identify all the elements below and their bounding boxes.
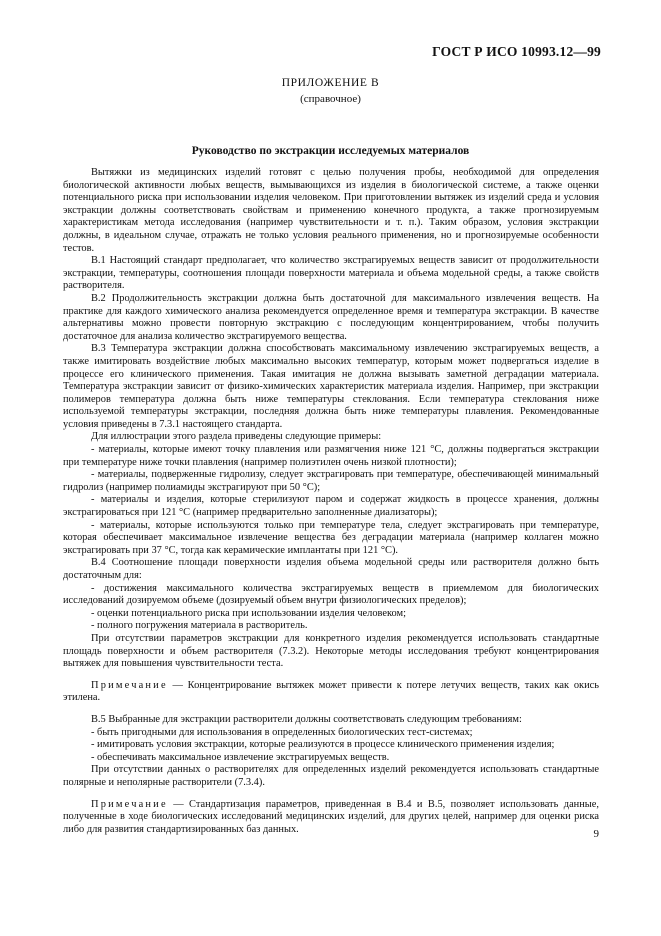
list-item: - материалы и изделия, которые стерилизуют паром и содержат жидкость в процессе хранения, должны экстрагироваться при 121 °С (например предварительно заполненные диализаторы); [63, 494, 599, 519]
paragraph-b3: В.3 Температура экстракции должна способствовать максимальному извлечению экстрагируемых веществ, а также имитировать воздействие любых максимально высоких температур, которым может подвергаться изделие в процессе его клинического применения. Такая имитация не должна вызывать заметной деградации материала. Температура экстракции зависит от физико-химических характеристик материала изделия. Например, при экстракции полимеров температура должна быть ниже температуры стеклования. Если температура стеклования ниже используемой температуры экстракции, последняя должна быть ниже температуры плавления. Рекомендованные условия приведены в 7.3.1 настоящего стандарта. [63, 343, 599, 430]
body-text [63, 167, 599, 845]
paragraph-intro: Вытяжки из медицинских изделий готовят с целью получения пробы, необходимой для определения биологической активности любых веществ, вымывающихся из изделия в биологической системе, а также оценки потенциального риска при использовании изделия человеком. При приготовлении вытяжек из изделий среда и условия экстракции должны соответствовать свойствам и применению конечного продукта, а также прогнозируемым характеристикам метода исследования (например чувствительности и т. п.). Таким образом, условия экстракции должны, в идеальном случае, отражать не только условия реального применения, но и прогнозируемые особенности тестов. [63, 167, 599, 254]
paragraph-b5: В.5 Выбранные для экстракции растворители должны соответствовать следующим требованиям: [91, 713, 522, 725]
list-item: - материалы, которые имеют точку плавления или размягчения ниже 121 °С, должны подвергаться экстракции при температуре ниже точки плавления (например полиэтилен очень низкой плотности); [63, 444, 599, 468]
paragraph-b5-default: При отсутствии данных о растворителях для определенных изделий рекомендуется использовать стандартные полярные и неполярные растворители (7.3.4). [63, 764, 599, 788]
list-item: - оценки потенциального риска при использовании изделия человеком; [91, 607, 406, 619]
paragraph-examples-intro: Для иллюстрации этого раздела приведены следующие примеры: [91, 431, 382, 443]
appendix-subtitle: (справочное) [300, 93, 361, 105]
standard-header: ГОСТ Р ИСО 10993.12—99 [432, 44, 601, 59]
note-2 [63, 799, 599, 837]
note-label: Примечание [91, 798, 168, 810]
note-1 [63, 680, 599, 705]
note-text: — Стандартизация параметров, приведенная в В.4 и В.5, позволяет использовать данные, полученные в ходе биологических исследований медицинских изделий, для других целей, например для оценки риска либо для развития стандартизированных баз данных. [63, 798, 599, 835]
list-item: - имитировать условия экстракции, которые реализуются в процессе клинического применения изделия; [91, 739, 555, 751]
list-item: - материалы, подверженные гидролизу, следует экстрагировать при температуре, обеспечивающей минимальный гидролиз (например полиамиды экстрагируют при 50 °С); [63, 469, 599, 493]
list-item: - полного погружения материала в растворитель. [91, 620, 308, 632]
paragraph-b4: В.4 Соотношение площади поверхности изделия объема модельной среды или растворителя должно быть достаточным для: [63, 557, 599, 581]
document-title: Руководство по экстракции исследуемых материалов [191, 145, 470, 157]
paragraph-b1: В.1 Настоящий стандарт предполагает, что количество экстрагируемых веществ зависит от продолжительности экстракции, температуры, соотношения площади поверхности материала и объема модельной среды, а также свойств растворителя. [63, 255, 599, 292]
list-item: - достижения максимального количества экстрагируемых веществ в приемлемом для биологических исследований дозируемом объеме (дозируемый объем внутри физиологических пределов); [63, 582, 599, 607]
list-item: - обеспечивать максимальное извлечение экстрагируемых веществ. [91, 751, 390, 763]
note-label: Примечание [91, 679, 168, 691]
appendix-title: ПРИЛОЖЕНИЕ В [281, 77, 380, 89]
list-item: - материалы, которые используются только при температуре тела, следует экстрагировать при температуре, которая обеспечивает максимальное извлечение вещества без деградации материала (например коллаген можно экстрагировать при 37 °С, тогда как керамические имплантаты при 121 °С). [63, 519, 599, 556]
paragraph-b2: В.2 Продолжительность экстракции должна быть достаточной для максимального извлечения веществ. На практике для каждого химического анализа рекомендуется определенное время и температура экстракции. В качестве альтернативы можно провести повторную экстракцию с последующим концентрированием, чтобы получить достаточное для анализа количество экстрагируемого вещества. [63, 292, 599, 342]
page-number: 9 [593, 828, 599, 840]
list-item: - быть пригодными для использования в определенных биологических тест-системах; [91, 726, 473, 738]
paragraph-b4-default: При отсутствии параметров экстракции для конкретного изделия рекомендуется использовать стандартные площадь поверхности и объем растворителя (7.3.2). Некоторые методы исследования требуют концентрирования вытяжек для повышения чувствительности теста. [63, 632, 599, 670]
note-text: — Концентрирование вытяжек может привести к потере летучих веществ, таких как окись этилена. [63, 679, 599, 704]
